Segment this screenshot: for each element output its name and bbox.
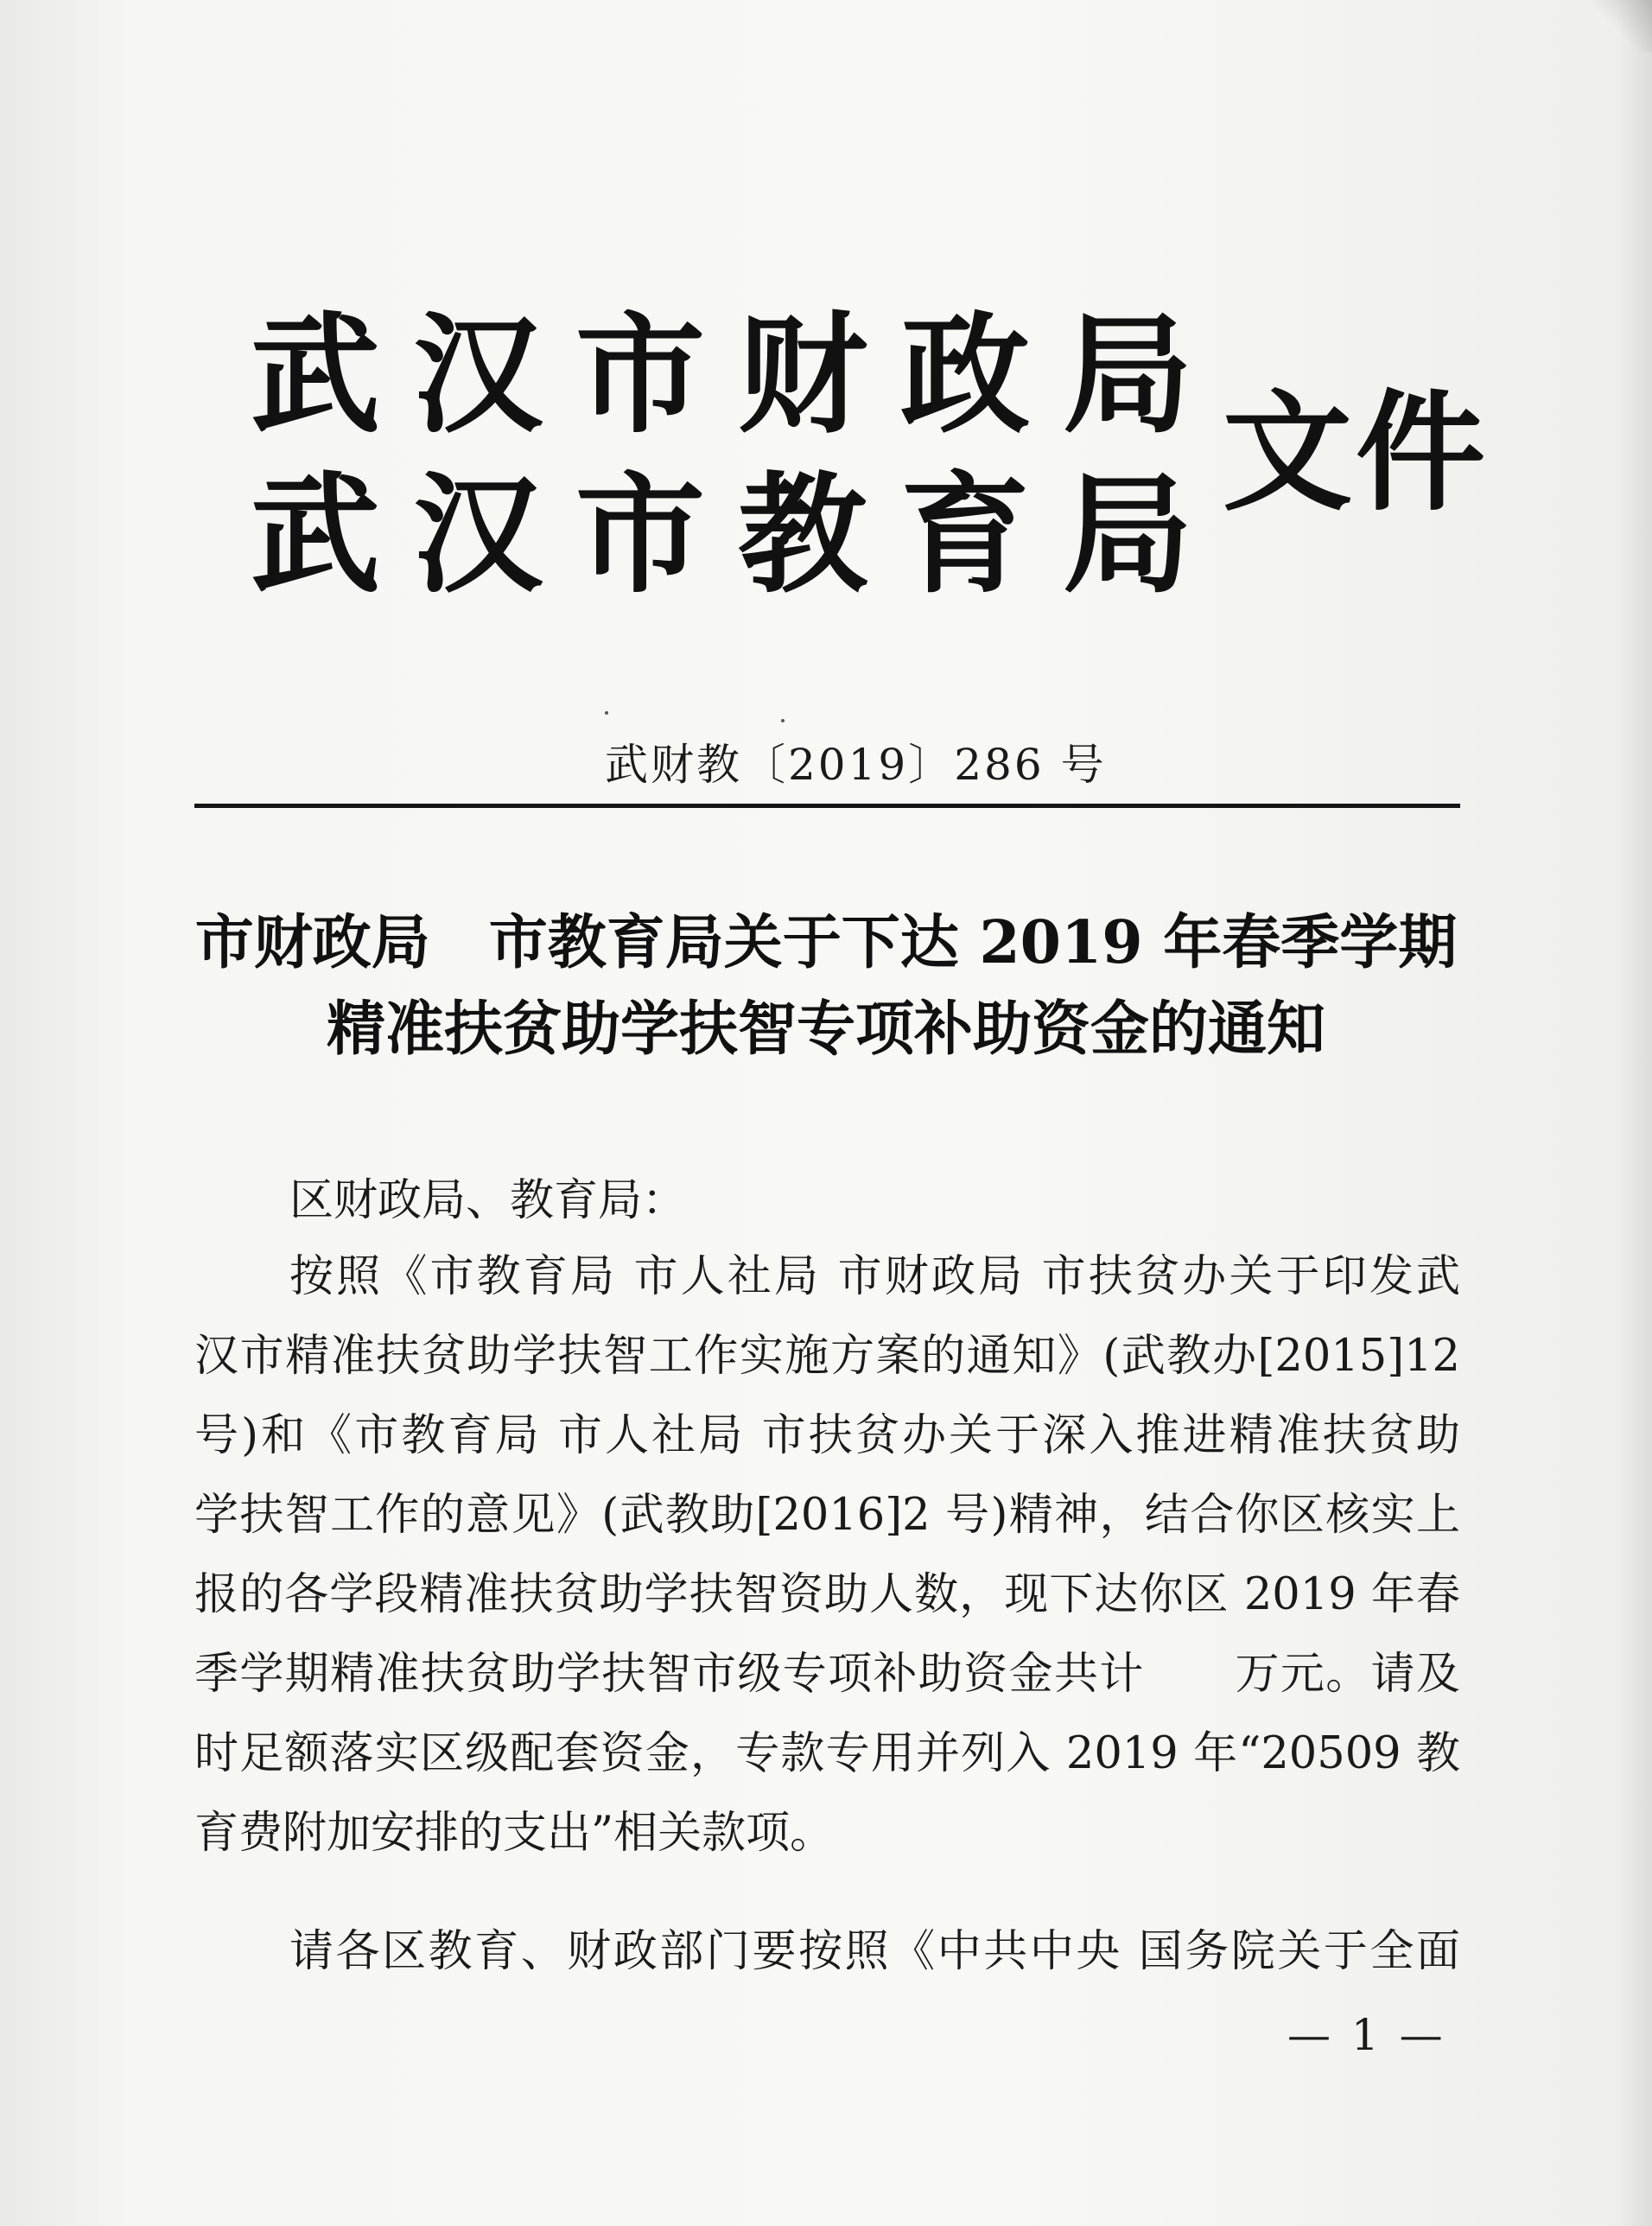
body-paragraph-line: 按照《市教育局 市人社局 市财政局 市扶贫办关于印发武 <box>289 1251 1460 1302</box>
body-paragraph-line: 学扶智工作的意见》(武教助[2016]2 号)精神，结合你区核实上 <box>194 1490 1460 1541</box>
body-paragraph-line: 育费附加安排的支出”相关款项。 <box>194 1808 835 1859</box>
page-edge-shadow <box>1617 0 1652 2226</box>
document-title-line-1: 市财政局 市教育局关于下达 2019 年春季学期 <box>194 908 1458 977</box>
paper-speck <box>781 719 785 722</box>
page-number: — 1 — <box>1287 2010 1446 2060</box>
body-paragraph-line: 汉市精准扶贫助学扶智工作实施方案的通知》(武教办[2015]12 <box>194 1331 1460 1382</box>
masthead-issuer-education: 武汉市教育局 <box>251 461 1226 611</box>
document-number: 武财教〔2019〕286 号 <box>605 740 1107 790</box>
document-title-line-2: 精准扶贫助学扶智专项补助资金的通知 <box>326 995 1325 1064</box>
body-paragraph-line: 时足额落实区级配套资金，专款专用并列入 2019 年“20509 教 <box>194 1728 1460 1779</box>
masthead-issuer-finance: 武汉市财政局 <box>251 301 1226 451</box>
body-paragraph-line: 号)和《市教育局 市人社局 市扶贫办关于深入推进精准扶贫助 <box>194 1410 1460 1461</box>
masthead-suffix: 文件 <box>1223 378 1490 529</box>
paper-speck <box>605 711 608 715</box>
page-corner-fold <box>1592 0 1652 52</box>
header-divider <box>194 804 1460 808</box>
body-paragraph-line: 报的各学段精准扶贫助学扶智资助人数，现下达你区 2019 年春 <box>194 1569 1460 1620</box>
salutation: 区财政局、教育局： <box>289 1175 687 1226</box>
body-paragraph-line: 季学期精准扶贫助学扶智市级专项补助资金共计 万元。请及 <box>194 1649 1460 1700</box>
body-paragraph-line: 请各区教育、财政部门要按照《中共中央 国务院关于全面 <box>289 1926 1460 1977</box>
